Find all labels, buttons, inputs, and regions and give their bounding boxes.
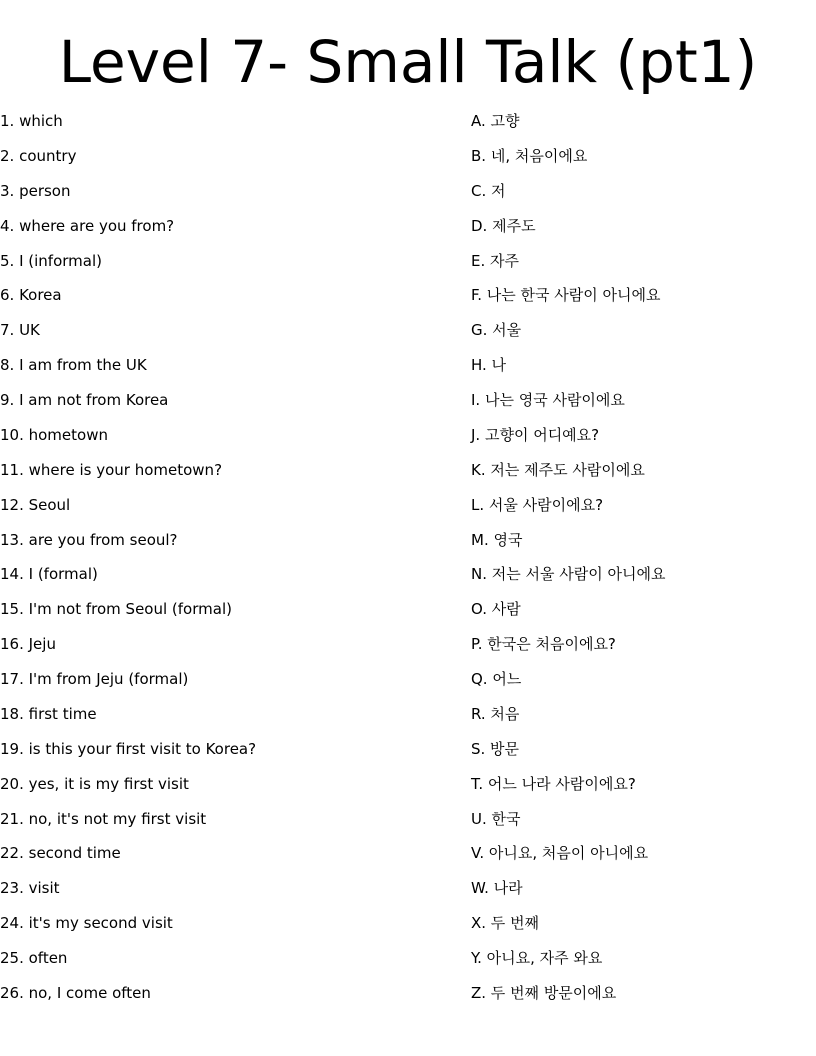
answer-item: I. 나는 영국 사람이에요 [471,391,625,409]
answer-item: M. 영국 [471,530,523,549]
answer-item: F. 나는 한국 사람이 아니에요 [471,286,661,305]
answer-item: T. 어느 나라 사람이에요? [471,774,636,793]
clue-item: 15. I'm not from Seoul (formal) [0,600,232,619]
answer-item: C. 저 [471,181,506,200]
answer-item: J. 고향이 어디예요? [471,425,600,444]
clue-item: 21. no, it's not my first visit [0,809,207,828]
clue-item: 23. visit [0,879,60,898]
answer-item: K. 저는 제주도 사람이에요 [471,460,645,479]
answer-item: Y. 아니요, 자주 와요 [471,949,603,967]
clue-item: 24. it's my second visit [0,914,173,933]
clue-item: 4. where are you from? [0,216,175,235]
clue-item: 13. are you from seoul? [0,530,178,549]
answer-item: N. 저는 서울 사람이 아니에요 [471,565,666,584]
clue-item: 5. I (informal) [0,251,102,270]
answer-item: D. 제주도 [471,216,536,235]
answer-item: Z. 두 번째 방문이에요 [471,983,617,1002]
clue-item: 12. Seoul [0,495,71,514]
clue-item: 19. is this your first visit to Korea? [0,739,257,758]
clue-item: 20. yes, it is my first visit [0,774,189,793]
clue-item: 10. hometown [0,425,108,444]
clue-item: 18. first time [0,704,97,723]
clue-item: 1. which [0,112,63,130]
clue-item: 26. no, I come often [0,983,151,1002]
clue-item: 16. Jeju [0,635,56,654]
answer-item: O. 사람 [471,600,521,619]
answer-item: E. 자주 [471,251,519,270]
answer-item: B. 네, 처음이에요 [471,146,588,165]
clue-item: 3. person [0,181,71,200]
clue-item: 11. where is your hometown? [0,460,223,479]
answer-item: P. 한국은 처음이에요? [471,635,616,654]
clue-item: 6. Korea [0,286,62,305]
clue-item: 2. country [0,146,77,165]
clue-list [0,111,460,1018]
clue-item: 9. I am not from Korea [0,391,169,409]
clue-item: 17. I'm from Jeju (formal) [0,670,189,688]
answer-list [471,111,816,1018]
answer-item: X. 두 번째 [471,914,540,933]
answer-item: A. 고향 [471,112,520,130]
answer-item: W. 나라 [471,879,523,898]
answer-item: G. 서울 [471,321,522,340]
answer-item: H. 나 [471,356,507,375]
clue-item: 14. I (formal) [0,565,98,584]
clue-item: 25. often [0,949,68,967]
answer-item: R. 처음 [471,704,520,723]
answer-item: L. 서울 사람이에요? [471,495,604,514]
answer-item: V. 아니요, 처음이 아니에요 [471,844,649,863]
page-title: Level 7- Small Talk (pt1) [58,28,758,96]
answer-item: Q. 어느 [471,670,522,688]
answer-item: U. 한국 [471,809,521,828]
clue-item: 22. second time [0,844,121,863]
clue-item: 8. I am from the UK [0,356,147,375]
answer-item: S. 방문 [471,739,520,758]
clue-item: 7. UK [0,321,40,340]
